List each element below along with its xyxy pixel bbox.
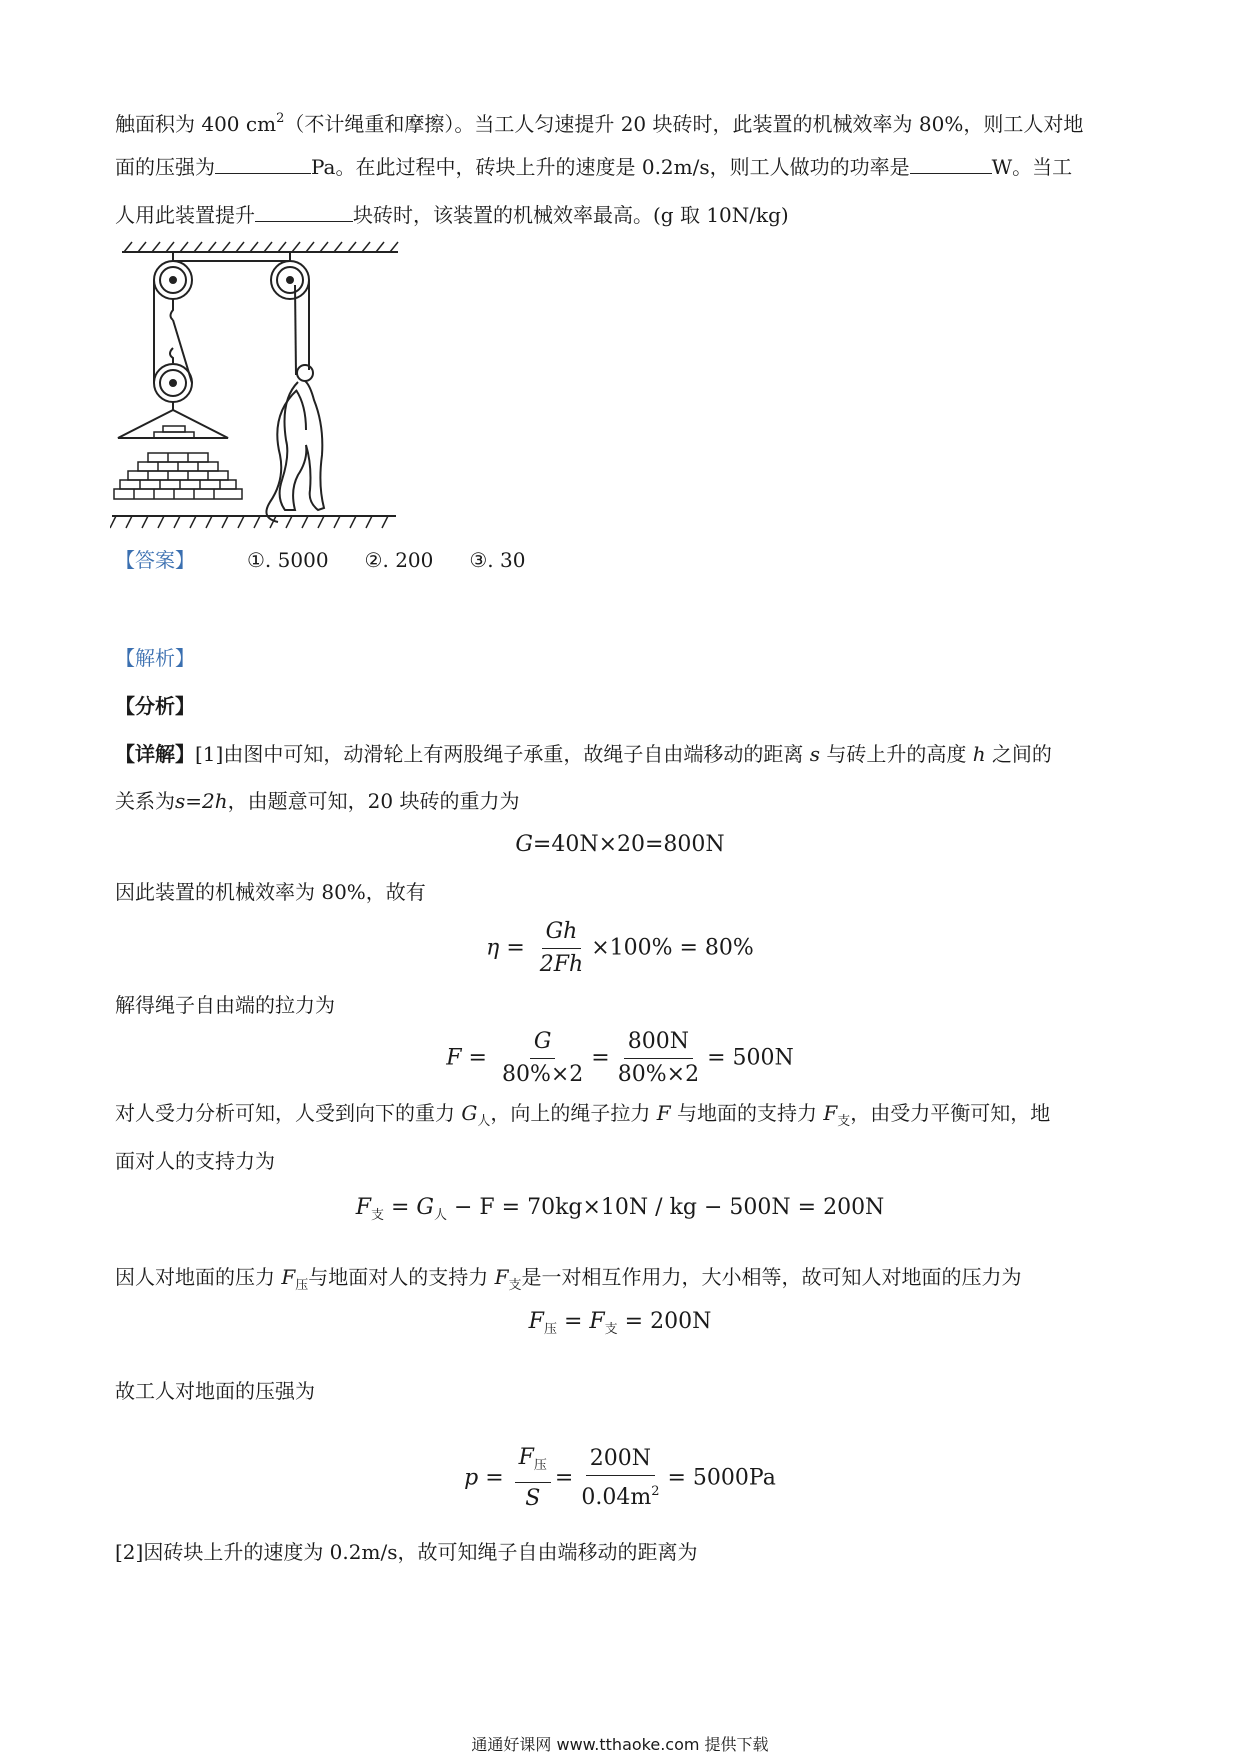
analysis-paragraph-2 — [115, 786, 519, 816]
question-line-3 — [115, 200, 789, 230]
denominator-text: 0.04m — [581, 1485, 652, 1510]
subscript: 人 — [433, 1208, 447, 1223]
equals-sign: = — [591, 1045, 610, 1071]
fixed-pulley-right — [271, 261, 309, 299]
subscript: 压 — [533, 1458, 547, 1473]
analysis-paragraph-7 — [115, 1262, 1022, 1301]
ceiling-hatch — [124, 242, 398, 252]
tray-bricks — [154, 426, 194, 438]
brick-pile — [114, 453, 242, 499]
variable-G: G — [515, 832, 533, 857]
analysis-paragraph-6: 面对人的支持力为 — [115, 1149, 275, 1173]
fixed-pulley-left — [154, 261, 192, 299]
answer-blank-3[interactable] — [255, 201, 353, 222]
variable-F: F = — [446, 1045, 487, 1071]
question-text: （不计绳重和摩擦）。当工人匀速提升 20 块砖时，此装置的机械效率为 80%，则工人对地 — [284, 112, 1084, 136]
denominator: S — [525, 1486, 541, 1511]
equation-text: = 5000Pa — [667, 1465, 776, 1491]
question-text: 面的压强为 — [115, 155, 215, 179]
analysis-text: 因人对地面的压力 — [115, 1265, 275, 1289]
analysis-text: ，由题意可知，20 块砖的重力为 — [227, 789, 520, 813]
denominator: 2Fh — [539, 952, 584, 977]
denominator — [577, 1476, 663, 1512]
equation-pressure-force — [0, 1306, 1240, 1346]
answer-blank-2[interactable] — [910, 153, 992, 174]
analysis-paragraph-8: 故工人对地面的压强为 — [115, 1379, 315, 1403]
answer-item: ①. 5000 — [247, 548, 329, 572]
subscript: 人 — [477, 1114, 491, 1129]
subscript: 压 — [295, 1278, 309, 1293]
variable-eta: η = — [486, 935, 525, 961]
superscript: 2 — [276, 111, 285, 126]
subscript: 支 — [837, 1114, 851, 1129]
equation-force — [0, 1028, 1240, 1089]
equation-text: − F = 70kg×10N / kg − 500N = 200N — [446, 1195, 885, 1220]
analysis-paragraph-3: 因此装置的机械效率为 80%，故有 — [115, 880, 426, 904]
page-footer: 通通好课网 www.tthaoke.com 提供下载 — [471, 1735, 769, 1754]
numerator — [515, 1444, 551, 1483]
analysis-text: ，由受力平衡可知，地 — [850, 1101, 1051, 1125]
analysis-text: 与地面的支持力 — [676, 1101, 817, 1125]
answer-label: 【答案】 — [115, 548, 195, 572]
pulley-diagram — [110, 240, 410, 535]
analysis-text: 与砖上升的高度 — [826, 742, 967, 766]
equation-efficiency — [0, 918, 1240, 979]
xiangjie-label: 【详解】 — [115, 742, 195, 766]
superscript: 2 — [651, 1484, 660, 1499]
variable-F: F — [281, 1265, 296, 1289]
answer-line — [115, 545, 525, 575]
equation-text: =40N×20=800N — [532, 832, 725, 857]
question-line-2 — [115, 152, 1072, 182]
denominator: 80%×2 — [617, 1062, 700, 1087]
numerator: G — [530, 1028, 556, 1059]
fraction — [515, 1444, 551, 1513]
analysis-text: 关系为 — [115, 789, 175, 813]
equation-text: = 200N — [617, 1309, 712, 1334]
equation-pressure — [0, 1444, 1240, 1513]
variable-s: s — [809, 742, 820, 766]
analysis-paragraph-4: 解得绳子自由端的拉力为 — [115, 993, 335, 1017]
variable-F: F — [656, 1101, 671, 1125]
subscript: 支 — [604, 1322, 618, 1337]
jiexi-label: 【解析】 — [115, 646, 195, 670]
analysis-paragraph-9: [2]因砖块上升的速度为 0.2m/s，故可知绳子自由端移动的距离为 — [115, 1540, 698, 1564]
fraction — [536, 918, 587, 979]
answer-blank-1[interactable] — [215, 153, 311, 174]
equation-text: ×100% = 80% — [591, 935, 754, 961]
variable-F: F — [355, 1195, 371, 1220]
denominator: 80%×2 — [501, 1062, 584, 1087]
fraction — [577, 1445, 663, 1512]
analysis-paragraph-1 — [115, 739, 1052, 769]
numerator: Gh — [542, 918, 582, 949]
variable-F: F — [494, 1265, 509, 1289]
fenxi-label: 【分析】 — [115, 694, 195, 718]
equals-sign: = — [556, 1309, 590, 1334]
numerator: 200N — [586, 1445, 655, 1476]
question-line-1 — [115, 104, 1083, 139]
hook-icon — [171, 299, 174, 320]
hook-icon — [170, 348, 173, 363]
analysis-text: 是一对相互作用力，大小相等，故可知人对地面的压力为 — [521, 1265, 1022, 1289]
movable-pulley — [154, 364, 192, 402]
analysis-text: 之间的 — [991, 742, 1052, 766]
subscript: 支 — [370, 1208, 384, 1223]
variable-F: F — [518, 1445, 534, 1470]
analysis-text: 与地面对人的支持力 — [308, 1265, 489, 1289]
equation-weight — [0, 829, 1240, 861]
question-text: 块砖时，该装置的机械效率最高。(g 取 10N/kg) — [353, 203, 789, 227]
equals-sign: = — [554, 1465, 574, 1491]
variable-G: G — [461, 1101, 478, 1125]
variable-h: h — [972, 742, 986, 766]
analysis-text: 对人受力分析可知，人受到向下的重力 — [115, 1101, 455, 1125]
relation: s=2h — [175, 789, 228, 813]
fraction — [498, 1028, 587, 1089]
answer-item: ②. 200 — [364, 548, 434, 572]
variable-G: G — [416, 1195, 434, 1220]
equation-support-force — [0, 1192, 1240, 1232]
fraction — [614, 1028, 703, 1089]
variable-p: p = — [464, 1465, 504, 1491]
brick-tray — [118, 410, 228, 438]
analysis-text: [1]由图中可知，动滑轮上有两股绳子承重，故绳子自由端移动的距离 — [195, 742, 804, 766]
question-text: 人用此装置提升 — [115, 203, 255, 227]
variable-F: F — [823, 1101, 838, 1125]
equation-text: = 500N — [707, 1045, 794, 1071]
question-text: Pa。在此过程中，砖块上升的速度是 0.2m/s，则工人做功的功率是 — [311, 155, 910, 179]
question-text: 触面积为 400 cm — [115, 112, 277, 136]
answer-item: ③. 30 — [469, 548, 526, 572]
analysis-paragraph-5 — [115, 1098, 1050, 1137]
worker-figure — [280, 365, 324, 510]
variable-F: F — [589, 1309, 605, 1334]
subscript: 支 — [508, 1278, 522, 1293]
analysis-text: ，向上的绳子拉力 — [490, 1101, 651, 1125]
variable-F: F — [528, 1309, 544, 1334]
question-text: W。当工 — [991, 155, 1073, 179]
subscript: 压 — [543, 1322, 557, 1337]
equals-sign: = — [383, 1195, 417, 1220]
ground-hatch — [110, 516, 388, 528]
numerator: 800N — [624, 1028, 693, 1059]
